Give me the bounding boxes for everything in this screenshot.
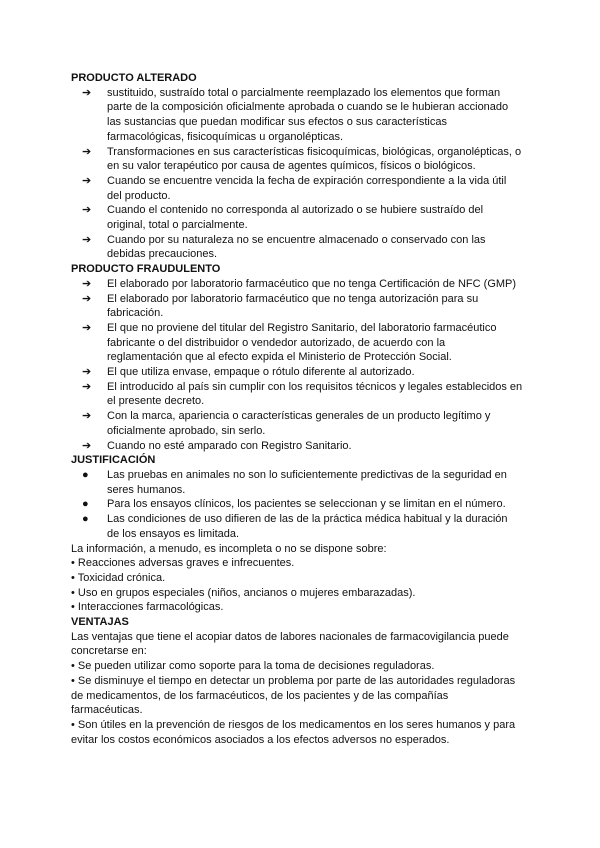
list-item (71, 174, 541, 203)
section-heading: VENTAJAS (71, 616, 129, 629)
list-item (71, 365, 541, 380)
arrow-bullet-icon: ➔ (82, 174, 92, 187)
list-item (71, 292, 541, 321)
section-heading: JUSTIFICACIÓN (71, 454, 156, 467)
list-item (71, 321, 541, 365)
list-item-text: Transformaciones en sus características fisicoquímicas, biológicas, organolépticas, o en su valor terapéutico por causa de agentes químicos, físicos o biológicos. (107, 145, 522, 173)
list-item-text: Para los ensayos clínicos, los pacientes se seleccionan y se limitan en el número. (107, 498, 506, 511)
list-item-text: Cuando no esté amparado con Registro Sanitario. (107, 439, 352, 452)
arrow-bullet-icon: ➔ (82, 204, 92, 217)
arrow-bullet-icon: ➔ (82, 277, 92, 290)
list-item-text: Cuando el contenido no corresponda al autorizado o se hubiere sustraído del original, total o parcialmente. (107, 204, 484, 232)
list-item-text: Cuando por su naturaleza no se encuentre almacenado o conservado con las debidas precauciones. (107, 233, 486, 261)
list-item-text: Con la marca, apariencia o características generales de un producto legítimo y oficialmente aprobado, sin serlo. (107, 410, 491, 437)
arrow-bullet-icon: ➔ (82, 292, 92, 305)
paragraph: • Se pueden utilizar como soporte para la toma de decisiones reguladoras. (71, 660, 435, 673)
list-item (71, 145, 541, 174)
list-item-text: El elaborado por laboratorio farmacéutico que no tenga autorización para su fabricación. (107, 292, 479, 320)
paragraph: • Se disminuye el tiempo en detectar un problema por parte de las autoridades reguladoras de medicamentos, de los farmacéuticos, de los pacientes y de las compañías farmacéuticas. (71, 674, 516, 717)
list-item-text: sustituido, sustraído total o parcialmente reemplazado los elementos que forman parte de la composición oficialmente aprobada o cuando se le hubieran accionado las sustancias que puedan modificar sus efectos o sus características farmacológicas, fisicoquímicas u organolépticas. (107, 86, 509, 143)
list-item (71, 468, 541, 497)
list-item-text: El introducido al país sin cumplir con los requisitos técnicos y legales establecidos en el presente decreto. (107, 380, 523, 408)
paragraph: • Interacciones farmacológicas. (71, 601, 224, 614)
arrow-bullet-icon: ➔ (82, 366, 92, 379)
arrow-bullet-icon: ➔ (82, 145, 92, 158)
paragraph: La información, a menudo, es incompleta o no se dispone sobre: (71, 542, 387, 555)
paragraph: • Toxicidad crónica. (71, 571, 166, 584)
section-heading: PRODUCTO ALTERADO (71, 72, 197, 84)
list-item (71, 277, 541, 292)
paragraph: • Son útiles en la prevención de riesgos de los medicamentos en los seres humanos y para evitar los costos económicos asociados a los efectos adversos no esperados. (71, 718, 516, 746)
section-heading: PRODUCTO FRAUDULENTO (71, 263, 221, 276)
arrow-bullet-icon: ➔ (82, 380, 92, 393)
list-item (71, 497, 541, 512)
paragraph: Las ventajas que tiene el acopiar datos de labores nacionales de farmacovigilancia puede concretarse en: (71, 630, 509, 658)
list-item (71, 409, 541, 438)
list-item-text: El que no proviene del titular del Registro Sanitario, del laboratorio farmacéutico fabricante o del distribuidor o vendedor autorizado, de acuerdo con la reglamentación que al efecto expida el Ministerio de Protección Social. (107, 321, 497, 364)
arrow-bullet-icon: ➔ (82, 439, 92, 452)
list-item (71, 439, 541, 454)
list-item (71, 380, 541, 409)
paragraph: • Uso en grupos especiales (niños, ancianos o mujeres embarazadas). (71, 586, 416, 599)
arrow-bullet-icon: ➔ (82, 321, 92, 334)
document-body (71, 71, 541, 747)
list-item (71, 512, 541, 541)
list-item-text: Cuando se encuentre vencida la fecha de expiración correspondiente a la vida útil del producto. (107, 174, 507, 202)
list-item-text: Las condiciones de uso difieren de las de la práctica médica habitual y la duración de los ensayos es limitada. (107, 513, 508, 540)
list-item-text: Las pruebas en animales no son lo suficientemente predictivas de la seguridad en seres humanos. (107, 468, 507, 496)
list-item (71, 86, 541, 145)
list-item-text: El elaborado por laboratorio farmacéutico que no tenga Certificación de NFC (GMP) (107, 277, 517, 290)
list-item-text: El que utiliza envase, empaque o rótulo diferente al autorizado. (107, 366, 415, 379)
arrow-bullet-icon: ➔ (82, 410, 92, 423)
dot-bullet-icon: ● (82, 468, 89, 481)
arrow-bullet-icon: ➔ (82, 233, 92, 246)
paragraph: • Reacciones adversas graves e infrecuentes. (71, 557, 295, 570)
list-item (71, 233, 541, 262)
list-item (71, 203, 541, 232)
arrow-bullet-icon: ➔ (82, 86, 92, 99)
dot-bullet-icon: ● (82, 498, 89, 511)
dot-bullet-icon: ● (82, 513, 89, 526)
